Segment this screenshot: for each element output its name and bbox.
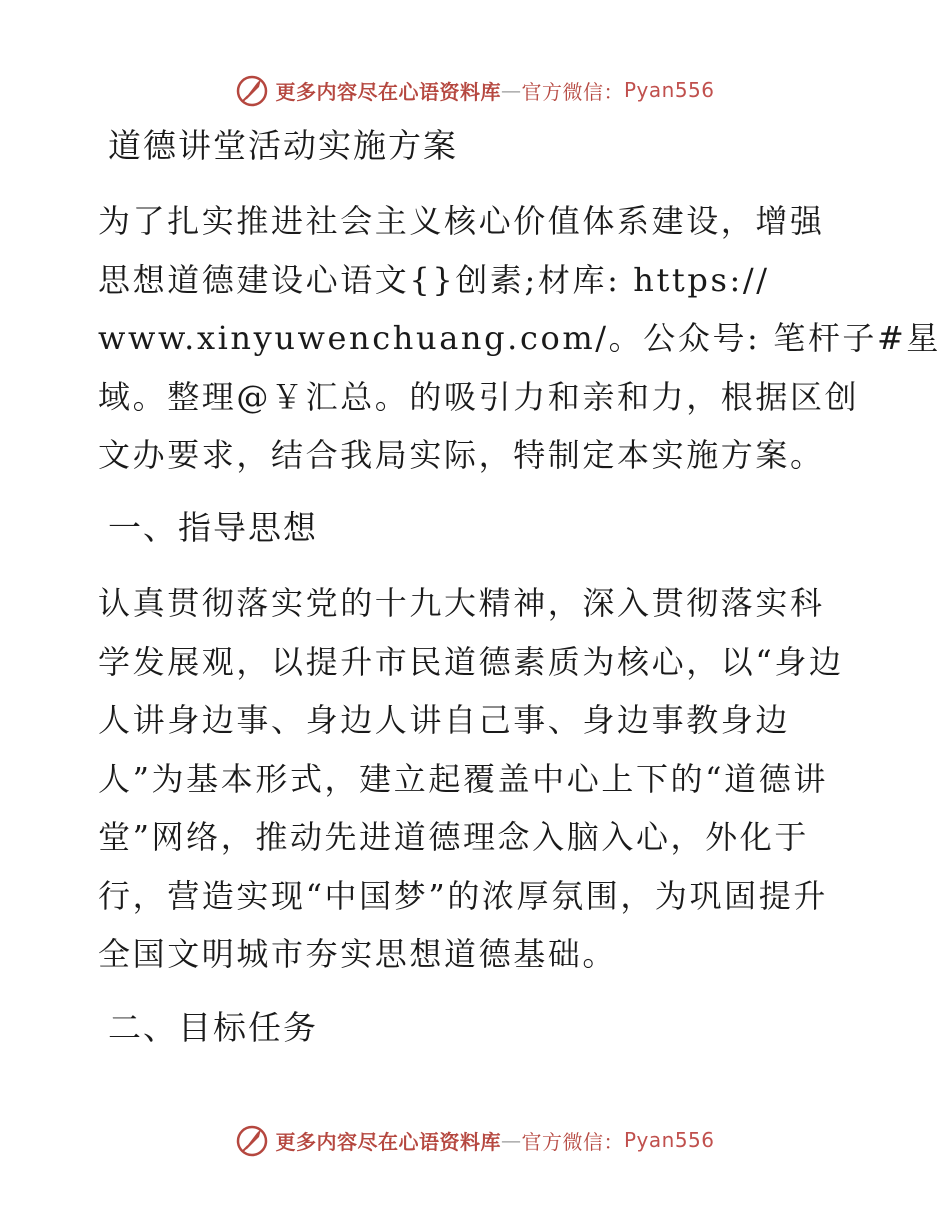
paragraph-line: 全国文明城市夯实思想道德基础。 [98,935,618,973]
paragraph-line: 学发展观，以提升市民道德素质为核心，以“身边 [98,642,844,681]
header-watermark [0,70,950,110]
watermark-text: 更多内容尽在心语资料库 [275,1129,501,1154]
section-heading-goals-tasks: 二、目标任务 [108,1008,318,1047]
paragraph-line: 域。整理@￥汇总。的吸引力和亲和力，根据区创 [98,377,860,416]
intro-paragraph [98,192,942,485]
quill-pen-logo-icon [235,1123,269,1157]
footer-watermark [0,1120,950,1160]
document-title: 道德讲堂活动实施方案 [108,126,458,165]
paragraph-line: 认真贯彻落实党的十九大精神，深入贯彻落实科 [98,584,825,622]
paragraph-line: 人”为基本形式，建立起覆盖中心上下的“道德讲 [98,759,828,798]
watermark-contact-label: 官方微信： [521,79,624,104]
paragraph-line: 思想道德建设心语文{}创素;材库: https:// [98,260,770,299]
watermark-text: 更多内容尽在心语资料库 [275,79,501,104]
watermark-contact-label: 官方微信： [521,1129,624,1154]
paragraph-line: 文办要求，结合我局实际，特制定本实施方案。 [98,436,825,474]
watermark-contact-id: Pyan556 [623,78,715,102]
section-heading-guiding-ideology: 一、指导思想 [108,508,318,547]
paragraph-line: 行，营造实现“中国梦”的浓厚氛围，为巩固提升 [98,876,828,915]
watermark-separator: — [500,78,522,102]
paragraph-line: 人讲身边事、身边人讲自己事、身边事教身边 [98,701,791,739]
guiding-ideology-paragraph [98,574,858,984]
quill-pen-logo-icon [235,73,269,107]
paragraph-line: www.xinyuwenchuang.com/。公众号: 笔杆子#星 [98,319,942,357]
paragraph-line: 为了扎实推进社会主义核心价值体系建设，增强 [98,202,825,240]
watermark-separator: — [500,1128,522,1152]
watermark-contact-id: Pyan556 [623,1128,715,1152]
paragraph-line: 堂”网络，推动先进道德理念入脑入心，外化于 [98,818,809,856]
